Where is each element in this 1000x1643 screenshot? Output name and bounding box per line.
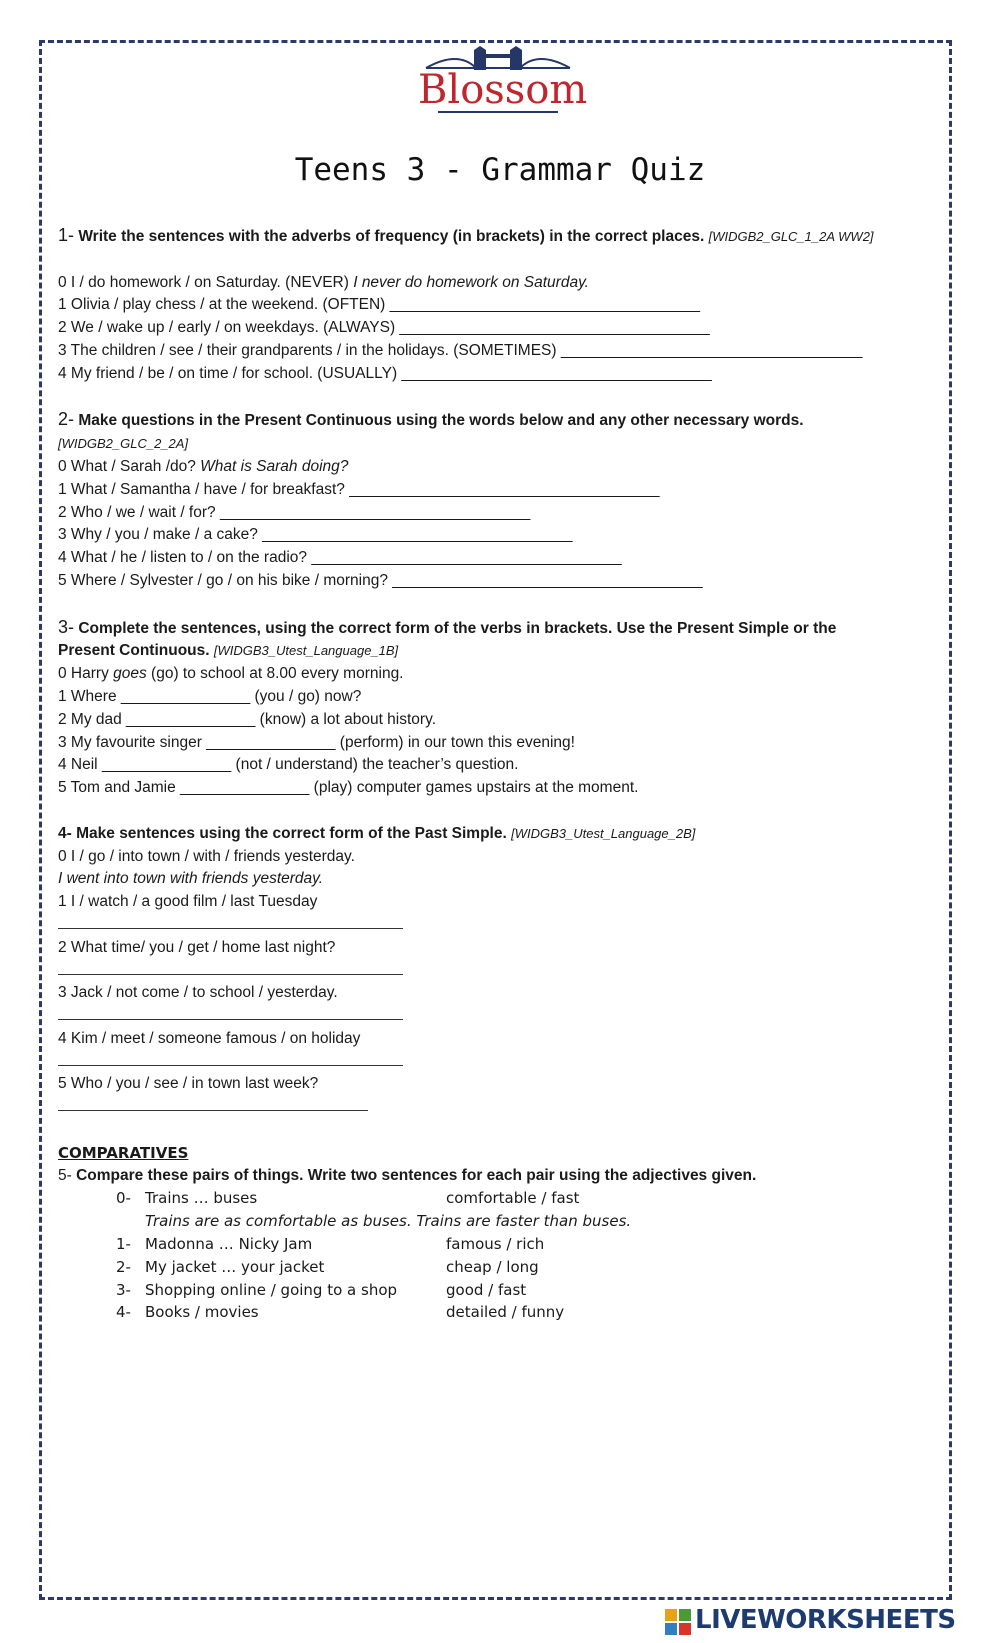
q4-example-answer: I went into town with friends yesterday. [58, 870, 324, 888]
liveworksheets-logo-icon [665, 1609, 691, 1635]
q5-item-adjectives: cheap / long [446, 1257, 539, 1276]
q4-answer-3[interactable] [58, 1005, 403, 1020]
q2-item-4[interactable]: 4 What / he / listen to / on the radio? ____________________________________ [58, 549, 622, 567]
q3-item-4[interactable]: 4 Neil _______________ (not / understand) the teacher’s question. [58, 756, 519, 774]
q5-number: 5- [58, 1166, 72, 1184]
comparatives-title: COMPARATIVES [58, 1143, 189, 1162]
q2-example [58, 456, 938, 479]
q5-example-answer-row [58, 1210, 938, 1233]
q5-item-pair: Madonna … Nicky Jam [145, 1235, 313, 1254]
q2-example-answer: What is Sarah doing? [200, 457, 349, 475]
q1-item-4[interactable]: 4 My friend / be / on time / for school. (USUALLY) ____________________________________ [58, 364, 712, 382]
q3-heading-2 [58, 640, 938, 663]
q4-answer-5[interactable] [58, 1096, 368, 1111]
q5-item-number: 3- [116, 1280, 131, 1299]
q5-example-answer: Trains are as comfortable as buses. Trains are faster than buses. [145, 1212, 632, 1231]
q3-example [58, 663, 938, 686]
q3-item-2[interactable]: 2 My dad _______________ (know) a lot about history. [58, 710, 436, 728]
q5-item-adjectives: detailed / funny [446, 1303, 565, 1322]
q4-answer-1[interactable] [58, 914, 403, 929]
q4-heading [58, 823, 938, 846]
q2-item-3[interactable]: 3 Why / you / make / a cake? ____________________________________ [58, 526, 573, 544]
liveworksheets-brand: LIVEWORKSHEETS [695, 1605, 956, 1635]
q1-example [58, 272, 938, 295]
q1-example-prompt: 0 I / do homework / on Saturday. (NEVER) [58, 273, 349, 291]
q3-item-3[interactable]: 3 My favourite singer _______________ (perform) in our town this evening! [58, 733, 575, 751]
q2-example-prompt: 0 What / Sarah /do? [58, 457, 196, 475]
q4-number: 4- [58, 824, 72, 842]
q4-item-2: 2 What time/ you / get / home last night? [58, 938, 336, 956]
q4-answer-2[interactable] [58, 960, 403, 975]
q1-example-answer: I never do homework on Saturday. [353, 273, 589, 291]
q3-example-answer: goes [113, 665, 147, 683]
q3-example-pre: 0 Harry [58, 665, 114, 683]
q2-item-1[interactable]: 1 What / Samantha / have / for breakfast? ____________________________________ [58, 480, 660, 498]
q1-instruction: Write the sentences with the adverbs of frequency (in brackets) in the correct places. [78, 228, 705, 245]
q1-item-1[interactable]: 1 Olivia / play chess / at the weekend. (OFTEN) ____________________________________ [58, 296, 700, 314]
q5-item-4[interactable] [58, 1301, 938, 1324]
q5-item-3[interactable] [58, 1279, 938, 1302]
q2-item-2[interactable]: 2 Who / we / wait / for? ____________________________________ [58, 503, 531, 521]
q2-instruction: Make questions in the Present Continuous using the words below and any other necessary words. [78, 412, 804, 430]
q5-item-pair: Books / movies [145, 1303, 259, 1322]
q5-item-number: 4- [116, 1303, 131, 1322]
q2-number: 2- [58, 409, 75, 430]
q5-item-adjectives: famous / rich [446, 1235, 545, 1254]
q4-item-1: 1 I / watch / a good film / last Tuesday [58, 893, 318, 911]
q4-item-4: 4 Kim / meet / someone famous / on holiday [58, 1029, 361, 1047]
page-title: Teens 3 - Grammar Quiz [294, 152, 706, 188]
q2-code: [WIDGB2_GLC_2_2A] [58, 436, 189, 452]
q1-item-2[interactable]: 2 We / wake up / early / on weekdays. (ALWAYS) ____________________________________ [58, 319, 710, 337]
q3-number: 3- [58, 616, 75, 637]
q3-code: [WIDGB3_Utest_Language_1B] [213, 643, 399, 659]
q5-example-row [58, 1187, 938, 1210]
q1-number: 1- [58, 225, 75, 245]
q5-example-number: 0- [116, 1189, 131, 1208]
q3-item-5[interactable]: 5 Tom and Jamie _______________ (play) computer games upstairs at the moment. [58, 779, 639, 797]
q4-example-prompt: 0 I / go / into town / with / friends yesterday. [58, 847, 355, 865]
q5-example-pair: Trains … buses [145, 1189, 258, 1208]
q5-item-1[interactable] [58, 1233, 938, 1256]
q5-item-adjectives: good / fast [446, 1280, 527, 1299]
q5-item-number: 2- [116, 1257, 131, 1276]
q5-heading [58, 1165, 938, 1188]
q3-item-1[interactable]: 1 Where _______________ (you / go) now? [58, 687, 362, 705]
q2-heading [58, 408, 938, 433]
worksheet-content [58, 224, 938, 1324]
q3-heading [58, 616, 938, 641]
q3-instruction-1: Complete the sentences, using the correct form of the verbs in brackets. Use the Present Simple or the [78, 619, 837, 637]
q4-instruction: Make sentences using the correct form of the Past Simple. [76, 824, 507, 842]
q1-heading [58, 224, 938, 249]
q3-instruction-2: Present Continuous. [58, 642, 210, 660]
q1-code: [WIDGB2_GLC_1_2A WW2] [708, 229, 874, 244]
q1-item-3[interactable]: 3 The children / see / their grandparents / in the holidays. (SOMETIMES) ___________________________________ [58, 341, 863, 359]
q2-item-5[interactable]: 5 Where / Sylvester / go / on his bike / morning? ____________________________________ [58, 571, 703, 589]
q4-item-5: 5 Who / you / see / in town last week? [58, 1075, 319, 1093]
q5-example-adjectives: comfortable / fast [446, 1189, 580, 1208]
q5-instruction: Compare these pairs of things. Write two sentences for each pair using the adjectives given. [76, 1166, 757, 1184]
logo-wordmark: Blossom [418, 67, 588, 113]
q5-item-2[interactable] [58, 1256, 938, 1279]
blossom-logo [418, 46, 588, 122]
q4-code: [WIDGB3_Utest_Language_2B] [511, 825, 696, 841]
q5-item-pair: My jacket … your jacket [145, 1257, 325, 1276]
q3-example-post: (go) to school at 8.00 every morning. [146, 665, 404, 683]
q5-item-pair: Shopping online / going to a shop [145, 1280, 398, 1299]
q5-item-number: 1- [116, 1235, 131, 1254]
q4-answer-4[interactable] [58, 1051, 403, 1066]
q4-item-3: 3 Jack / not come / to school / yesterday. [58, 984, 338, 1002]
